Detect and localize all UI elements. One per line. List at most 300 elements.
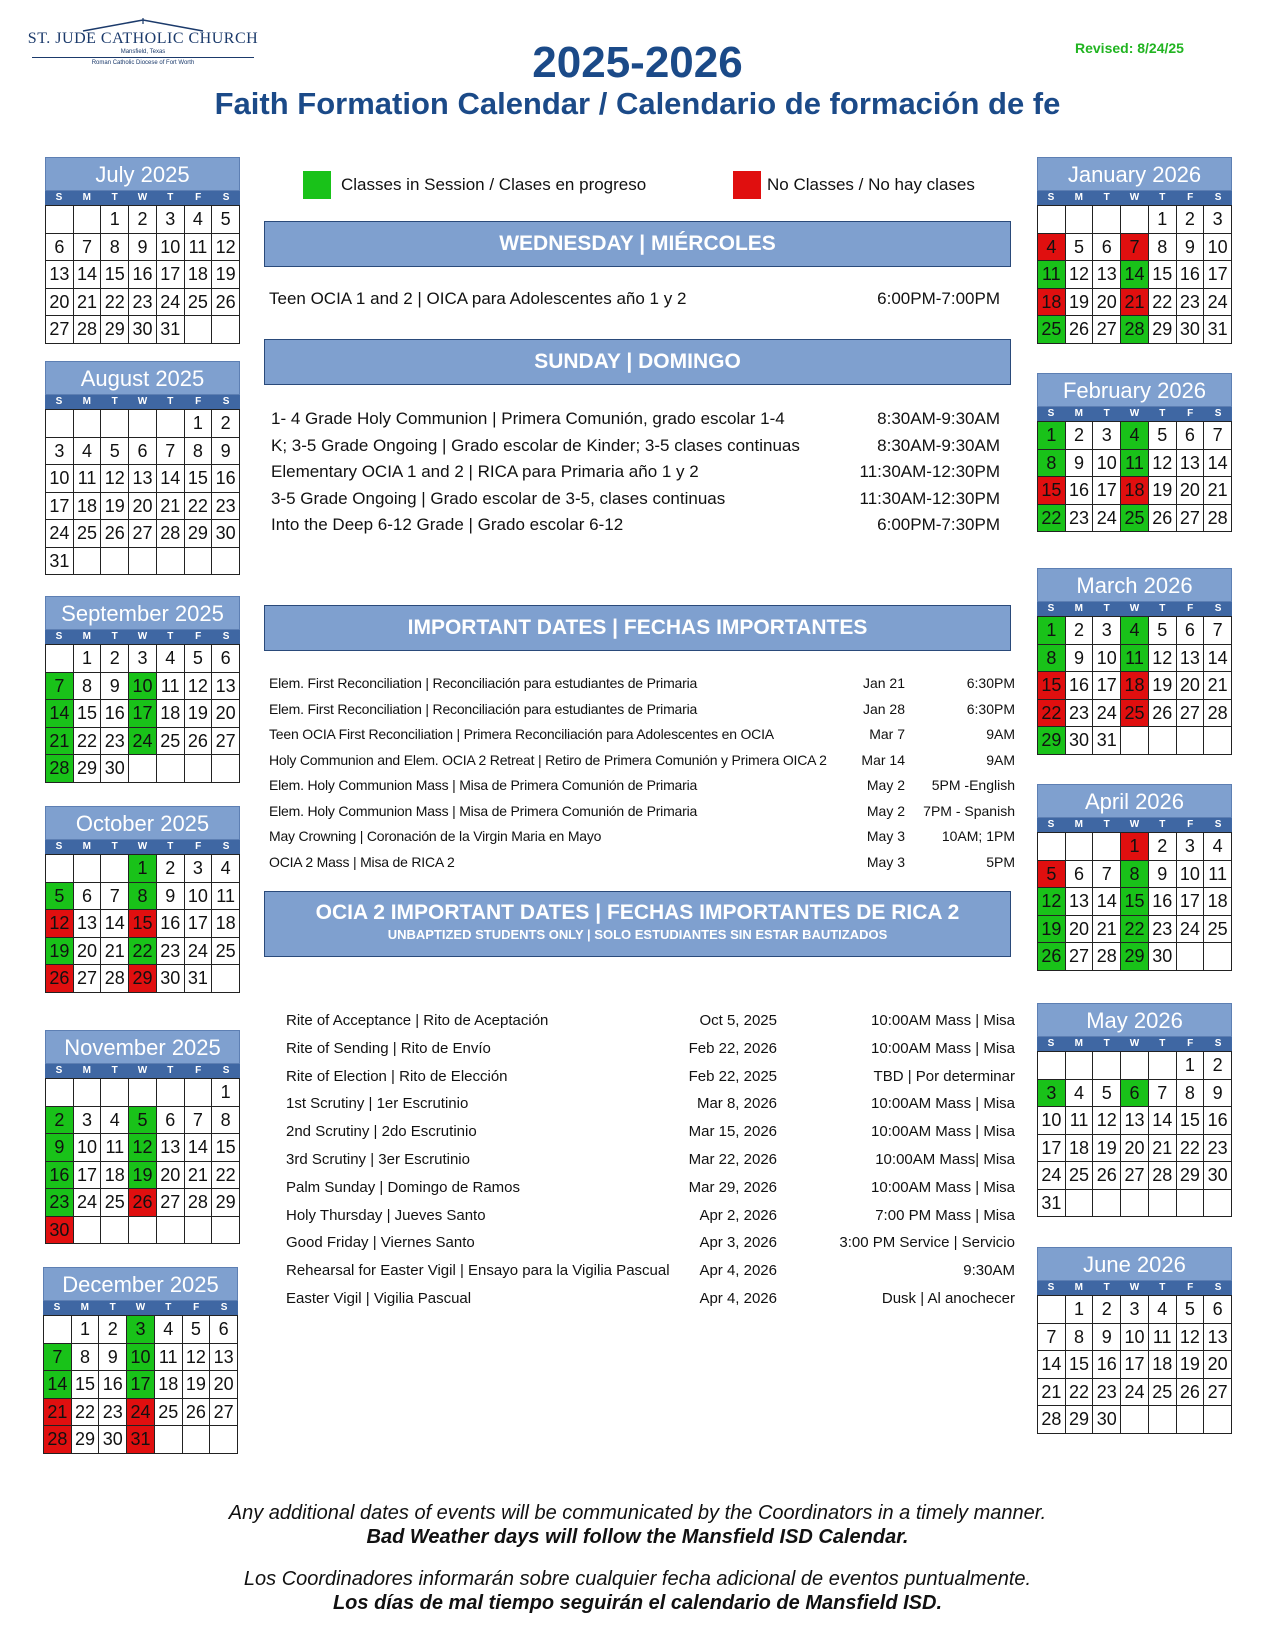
calendar-day: 26 bbox=[1177, 1379, 1205, 1407]
calendar-day: 12 bbox=[212, 234, 240, 262]
calendar-month bbox=[45, 806, 240, 993]
calendar-day bbox=[1121, 206, 1149, 234]
calendar-day: 8 bbox=[185, 438, 213, 466]
calendar-day: 29 bbox=[72, 1426, 100, 1454]
calendar-day bbox=[46, 206, 74, 234]
calendar-month-name: August 2025 bbox=[45, 361, 240, 395]
calendar-day: 20 bbox=[1177, 672, 1205, 700]
calendar-day: 30 bbox=[1093, 1406, 1121, 1434]
calendar-day: 17 bbox=[1093, 672, 1121, 700]
calendar-day bbox=[101, 1079, 129, 1107]
calendar-day: 25 bbox=[1038, 316, 1066, 344]
ocia2-row-date: Feb 22, 2026 bbox=[688, 1039, 777, 1057]
calendar-day bbox=[1093, 833, 1121, 861]
calendar-day bbox=[157, 548, 185, 576]
calendar-day bbox=[1177, 1406, 1205, 1434]
calendar-weekday-row bbox=[1037, 407, 1232, 421]
weekday-label: T bbox=[165, 1302, 172, 1313]
church-city: Mansfield, Texas bbox=[120, 49, 166, 55]
calendar-weekday-row bbox=[45, 630, 240, 644]
weekday-label: T bbox=[1159, 603, 1166, 614]
calendar-day: 10 bbox=[1093, 645, 1121, 673]
calendar-day: 27 bbox=[1177, 700, 1205, 728]
calendar-day: 8 bbox=[1149, 234, 1177, 262]
calendar-day: 4 bbox=[1121, 617, 1149, 645]
calendar-day: 4 bbox=[155, 1316, 183, 1344]
calendar-day: 14 bbox=[185, 1134, 213, 1162]
calendar-day: 31 bbox=[46, 548, 74, 576]
calendar-day: 19 bbox=[101, 493, 129, 521]
important-row-date: May 3 bbox=[866, 828, 905, 844]
page-subtitle: Faith Formation Calendar / Calendario de formación de fe bbox=[214, 86, 1061, 121]
calendar-day: 4 bbox=[157, 645, 185, 673]
ocia2-row-label: 2nd Scrutiny | 2do Escrutinio bbox=[286, 1123, 477, 1141]
ocia2-row-time: 7:00 PM Mass | Misa bbox=[875, 1206, 1015, 1224]
ocia2-row-time: 10:00AM Mass | Misa bbox=[871, 1123, 1015, 1141]
calendar-day bbox=[1149, 1190, 1177, 1218]
calendar-day: 9 bbox=[1149, 861, 1177, 889]
ocia2-heading: OCIA 2 IMPORTANT DATES | FECHAS IMPORTANTES DE RICA 2 bbox=[315, 901, 960, 924]
calendar-day: 20 bbox=[1204, 1351, 1232, 1379]
weekday-label: M bbox=[82, 396, 91, 407]
calendar-day: 6 bbox=[74, 883, 102, 911]
calendar-day: 5 bbox=[46, 883, 74, 911]
weekday-label: W bbox=[137, 841, 148, 852]
calendar-day: 18 bbox=[212, 910, 240, 938]
weekday-label: W bbox=[137, 631, 148, 642]
calendar-day: 14 bbox=[1204, 450, 1232, 478]
important-row-date: Jan 21 bbox=[862, 675, 905, 691]
calendar-day: 10 bbox=[1204, 234, 1232, 262]
ocia2-row-time: 9:30AM bbox=[963, 1262, 1015, 1280]
weekday-label: M bbox=[1074, 1282, 1083, 1293]
calendar-month-name: July 2025 bbox=[45, 157, 240, 191]
weekday-label: M bbox=[80, 1302, 89, 1313]
calendar-day: 15 bbox=[1149, 261, 1177, 289]
calendar-day: 6 bbox=[210, 1316, 238, 1344]
calendar-day: 1 bbox=[72, 1316, 100, 1344]
weekday-label: S bbox=[1214, 603, 1222, 614]
calendar-day bbox=[1204, 727, 1232, 755]
weekday-label: S bbox=[222, 631, 230, 642]
ocia2-heading-band bbox=[264, 891, 1011, 957]
calendar-day: 1 bbox=[101, 206, 129, 234]
calendar-day bbox=[129, 1079, 157, 1107]
sunday-row-label: 3-5 Grade Ongoing | Grado escolar de 3-5, clases continuas bbox=[271, 488, 726, 508]
calendar-day: 28 bbox=[1149, 1162, 1177, 1190]
calendar-day: 25 bbox=[1066, 1162, 1094, 1190]
calendar-day: 5 bbox=[1038, 861, 1066, 889]
calendar-day: 1 bbox=[185, 410, 213, 438]
weekday-label: W bbox=[1129, 1282, 1140, 1293]
calendar-day: 12 bbox=[1038, 888, 1066, 916]
calendar-month-name: November 2025 bbox=[45, 1030, 240, 1064]
calendar-day: 8 bbox=[129, 883, 157, 911]
calendar-day: 13 bbox=[46, 261, 74, 289]
calendar-day: 19 bbox=[183, 1371, 211, 1399]
calendar-day: 14 bbox=[1121, 261, 1149, 289]
ocia2-row-date: Oct 5, 2025 bbox=[699, 1012, 777, 1029]
calendar-day: 14 bbox=[1204, 645, 1232, 673]
calendar-day: 17 bbox=[157, 261, 185, 289]
calendar-month bbox=[43, 1267, 238, 1454]
calendar-day: 15 bbox=[72, 1371, 100, 1399]
calendar-day: 10 bbox=[157, 234, 185, 262]
calendar-day-grid bbox=[1037, 205, 1232, 344]
calendar-day: 5 bbox=[183, 1316, 211, 1344]
calendar-day: 6 bbox=[1177, 617, 1205, 645]
calendar-day: 19 bbox=[129, 1162, 157, 1190]
calendar-day: 21 bbox=[157, 493, 185, 521]
calendar-day: 13 bbox=[1121, 1107, 1149, 1135]
calendar-day: 6 bbox=[1177, 422, 1205, 450]
calendar-day bbox=[1066, 1190, 1094, 1218]
calendar-day bbox=[129, 1217, 157, 1245]
important-row-time: 5PM bbox=[986, 853, 1015, 870]
ocia2-row-time: 10:00AM Mass | Misa bbox=[871, 1039, 1015, 1057]
calendar-month bbox=[1037, 568, 1232, 755]
ocia2-row-label: Easter Vigil | Vigilia Pascual bbox=[286, 1290, 472, 1307]
calendar-day bbox=[212, 316, 240, 344]
calendar-day: 20 bbox=[74, 938, 102, 966]
calendar-day: 24 bbox=[1093, 505, 1121, 533]
calendar-day: 18 bbox=[185, 261, 213, 289]
weekday-label: F bbox=[1187, 192, 1194, 203]
calendar-day: 16 bbox=[157, 910, 185, 938]
calendar-day: 5 bbox=[1066, 234, 1094, 262]
calendar-day: 18 bbox=[1149, 1351, 1177, 1379]
ocia2-row-date: Mar 15, 2026 bbox=[688, 1123, 777, 1141]
calendar-day: 28 bbox=[46, 755, 74, 783]
calendar-day: 27 bbox=[74, 965, 102, 993]
calendar-day: 16 bbox=[46, 1162, 74, 1190]
calendar-day: 10 bbox=[1038, 1107, 1066, 1135]
calendar-day: 20 bbox=[1066, 916, 1094, 944]
calendar-month bbox=[1037, 157, 1232, 344]
calendar-day bbox=[1093, 206, 1121, 234]
calendar-day: 22 bbox=[101, 289, 129, 317]
calendar-day bbox=[129, 755, 157, 783]
important-row-label: Teen OCIA First Reconciliation | Primera Reconciliación para Adolescentes en OCIA bbox=[269, 726, 774, 742]
calendar-day: 20 bbox=[157, 1162, 185, 1190]
ocia2-subheading: UNBAPTIZED STUDENTS ONLY | SOLO ESTUDIANTES SIN ESTAR BAUTIZADOS bbox=[387, 927, 888, 942]
calendar-day: 31 bbox=[1093, 727, 1121, 755]
weekday-label: T bbox=[1159, 819, 1166, 830]
sunday-row-time: 11:30AM-12:30PM bbox=[859, 462, 1000, 481]
ocia2-row-label: Good Friday | Viernes Santo bbox=[286, 1234, 475, 1252]
calendar-day bbox=[1149, 1406, 1177, 1434]
calendar-day: 15 bbox=[1066, 1351, 1094, 1379]
calendar-day bbox=[157, 1079, 185, 1107]
calendar-day bbox=[212, 755, 240, 783]
calendar-day: 6 bbox=[157, 1107, 185, 1135]
weekday-label: S bbox=[1047, 1038, 1055, 1049]
calendar-day bbox=[101, 410, 129, 438]
calendar-day: 19 bbox=[1093, 1135, 1121, 1163]
weekday-label: T bbox=[167, 396, 174, 407]
weekday-label: S bbox=[222, 192, 230, 203]
calendar-day: 2 bbox=[1204, 1052, 1232, 1080]
calendar-month-name: June 2026 bbox=[1037, 1247, 1232, 1281]
calendar-day: 23 bbox=[129, 289, 157, 317]
ocia2-row-time: 3:00 PM Service | Servicio bbox=[839, 1234, 1015, 1252]
weekday-label: S bbox=[55, 396, 63, 407]
calendar-day bbox=[1066, 833, 1094, 861]
ocia2-row-date: Mar 22, 2026 bbox=[688, 1151, 777, 1168]
calendar-day bbox=[46, 855, 74, 883]
legend-red-swatch bbox=[733, 171, 761, 199]
calendar-day: 2 bbox=[212, 410, 240, 438]
calendar-day: 27 bbox=[1066, 943, 1094, 971]
calendar-day: 24 bbox=[1204, 289, 1232, 317]
calendar-day: 24 bbox=[129, 728, 157, 756]
important-row-time: 6:30PM bbox=[966, 675, 1015, 691]
weekday-label: T bbox=[111, 841, 118, 852]
calendar-day: 10 bbox=[46, 465, 74, 493]
calendar-day bbox=[1121, 1052, 1149, 1080]
calendar-day bbox=[185, 1079, 213, 1107]
calendar-day: 4 bbox=[1038, 234, 1066, 262]
calendar-day: 2 bbox=[1177, 206, 1205, 234]
ocia2-row-date: Apr 4, 2026 bbox=[699, 1290, 777, 1307]
weekday-label: M bbox=[82, 631, 91, 642]
calendar-day: 22 bbox=[1038, 505, 1066, 533]
calendar-day: 4 bbox=[74, 438, 102, 466]
calendar-day: 11 bbox=[1149, 1324, 1177, 1352]
calendar-weekday-row bbox=[1037, 818, 1232, 832]
calendar-day: 9 bbox=[101, 673, 129, 701]
ocia2-row-label: Rite of Election | Rito de Elección bbox=[286, 1067, 508, 1085]
calendar-day: 3 bbox=[127, 1316, 155, 1344]
calendar-day: 1 bbox=[129, 855, 157, 883]
important-row-label: Elem. First Reconciliation | Reconciliación para estudiantes de Primaria bbox=[269, 675, 698, 691]
calendar-month bbox=[45, 1030, 240, 1244]
calendar-day: 28 bbox=[1204, 700, 1232, 728]
calendar-day: 2 bbox=[129, 206, 157, 234]
weekday-label: W bbox=[137, 1065, 148, 1076]
calendar-day: 29 bbox=[185, 520, 213, 548]
calendar-day bbox=[101, 1217, 129, 1245]
weekday-label: W bbox=[1129, 1038, 1140, 1049]
calendar-day: 7 bbox=[1093, 861, 1121, 889]
calendar-day: 31 bbox=[157, 316, 185, 344]
calendar-day bbox=[185, 1217, 213, 1245]
weekday-label: S bbox=[1047, 603, 1055, 614]
calendar-day: 30 bbox=[99, 1426, 127, 1454]
calendar-day: 6 bbox=[1121, 1080, 1149, 1108]
revised-date: Revised: 8/24/25 bbox=[1075, 40, 1184, 56]
calendar-day: 24 bbox=[1177, 916, 1205, 944]
calendar-day: 7 bbox=[1204, 617, 1232, 645]
calendar-day: 31 bbox=[127, 1426, 155, 1454]
weekday-label: S bbox=[220, 1302, 228, 1313]
footer-spanish-weather: Los días de mal tiempo seguirán el calendario de Mansfield ISD. bbox=[332, 1592, 943, 1614]
weekday-label: S bbox=[1047, 408, 1055, 419]
calendar-day: 26 bbox=[1066, 316, 1094, 344]
calendar-day: 13 bbox=[1204, 1324, 1232, 1352]
calendar-day: 18 bbox=[1121, 477, 1149, 505]
weekday-label: F bbox=[195, 631, 202, 642]
calendar-day: 15 bbox=[1177, 1107, 1205, 1135]
page-title: 2025-2026 bbox=[532, 38, 743, 87]
calendar-day: 26 bbox=[1038, 943, 1066, 971]
calendar-day: 18 bbox=[101, 1162, 129, 1190]
calendar-day: 20 bbox=[212, 700, 240, 728]
calendar-month-name: October 2025 bbox=[45, 806, 240, 840]
calendar-day: 13 bbox=[1177, 645, 1205, 673]
calendar-day: 25 bbox=[101, 1189, 129, 1217]
weekday-label: T bbox=[1103, 603, 1110, 614]
calendar-day: 18 bbox=[1121, 672, 1149, 700]
weekday-label: S bbox=[1214, 1282, 1222, 1293]
weekday-label: F bbox=[195, 192, 202, 203]
calendar-day: 7 bbox=[157, 438, 185, 466]
calendar-day: 26 bbox=[1093, 1162, 1121, 1190]
calendar-day: 19 bbox=[1066, 289, 1094, 317]
calendar-day: 14 bbox=[1093, 888, 1121, 916]
calendar-day: 12 bbox=[1093, 1107, 1121, 1135]
calendar-day bbox=[101, 548, 129, 576]
weekday-label: M bbox=[1074, 1038, 1083, 1049]
calendar-day: 9 bbox=[1066, 450, 1094, 478]
calendar-day: 3 bbox=[185, 855, 213, 883]
calendar-day: 25 bbox=[1121, 505, 1149, 533]
calendar-day: 20 bbox=[1121, 1135, 1149, 1163]
calendar-day: 2 bbox=[1066, 617, 1094, 645]
calendar-day: 2 bbox=[1093, 1296, 1121, 1324]
calendar-day: 20 bbox=[46, 289, 74, 317]
calendar-day: 9 bbox=[46, 1134, 74, 1162]
calendar-day: 22 bbox=[1066, 1379, 1094, 1407]
calendar-day: 27 bbox=[1204, 1379, 1232, 1407]
calendar-day: 10 bbox=[185, 883, 213, 911]
weekday-label: T bbox=[1103, 819, 1110, 830]
ocia2-row-date: Apr 2, 2026 bbox=[699, 1206, 777, 1224]
calendar-day: 30 bbox=[1066, 727, 1094, 755]
calendar-day: 18 bbox=[155, 1371, 183, 1399]
weekday-label: S bbox=[222, 841, 230, 852]
calendar-day bbox=[212, 1217, 240, 1245]
ocia2-row-date: Apr 3, 2026 bbox=[699, 1234, 777, 1252]
calendar-day: 21 bbox=[1093, 916, 1121, 944]
weekday-label: T bbox=[111, 396, 118, 407]
calendar-day: 5 bbox=[1149, 617, 1177, 645]
calendar-day: 7 bbox=[74, 234, 102, 262]
important-row-date: Mar 14 bbox=[861, 751, 905, 768]
calendar-weekday-row bbox=[1037, 191, 1232, 205]
important-row-time: 9AM bbox=[986, 726, 1015, 742]
calendar-day: 12 bbox=[101, 465, 129, 493]
footer-english-weather: Bad Weather days will follow the Mansfield ISD Calendar. bbox=[366, 1526, 909, 1548]
calendar-day: 13 bbox=[129, 465, 157, 493]
calendar-day: 24 bbox=[46, 520, 74, 548]
calendar-day: 24 bbox=[74, 1189, 102, 1217]
weekday-label: T bbox=[167, 192, 174, 203]
calendar-day: 12 bbox=[1066, 261, 1094, 289]
calendar-day: 9 bbox=[157, 883, 185, 911]
calendar-day: 28 bbox=[1038, 1406, 1066, 1434]
calendar-month-name: March 2026 bbox=[1037, 568, 1232, 602]
important-row-label: OCIA 2 Mass | Misa de RICA 2 bbox=[269, 853, 455, 870]
calendar-day-grid bbox=[1037, 1051, 1232, 1217]
calendar-day: 13 bbox=[1177, 450, 1205, 478]
calendar-day bbox=[74, 1079, 102, 1107]
weekday-label: W bbox=[135, 1302, 146, 1313]
calendar-day: 22 bbox=[129, 938, 157, 966]
calendar-day bbox=[74, 206, 102, 234]
calendar-day: 28 bbox=[185, 1189, 213, 1217]
calendar-day: 29 bbox=[74, 755, 102, 783]
calendar-day bbox=[1177, 943, 1205, 971]
calendar-day: 21 bbox=[74, 289, 102, 317]
calendar-day: 29 bbox=[1149, 316, 1177, 344]
calendar-day: 28 bbox=[1121, 316, 1149, 344]
calendar-day: 14 bbox=[74, 261, 102, 289]
calendar-day: 19 bbox=[212, 261, 240, 289]
important-row-time: 6:30PM bbox=[966, 700, 1015, 717]
weekday-label: T bbox=[167, 841, 174, 852]
weekday-label: T bbox=[1159, 1038, 1166, 1049]
calendar-day: 2 bbox=[46, 1107, 74, 1135]
important-row-label: May Crowning | Coronación de la Virgin Maria en Mayo bbox=[269, 828, 602, 844]
weekday-label: W bbox=[1129, 603, 1140, 614]
weekday-label: S bbox=[222, 1065, 230, 1076]
calendar-day bbox=[185, 316, 213, 344]
calendar-day: 23 bbox=[1093, 1379, 1121, 1407]
weekday-label: T bbox=[1103, 408, 1110, 419]
calendar-day: 21 bbox=[1204, 477, 1232, 505]
calendar-day: 3 bbox=[74, 1107, 102, 1135]
calendar-day: 23 bbox=[46, 1189, 74, 1217]
calendar-day: 11 bbox=[74, 465, 102, 493]
weekday-label: T bbox=[109, 1302, 116, 1313]
calendar-day: 13 bbox=[1066, 888, 1094, 916]
weekday-label: M bbox=[1074, 819, 1083, 830]
calendar-day: 1 bbox=[74, 645, 102, 673]
calendar-day bbox=[1038, 1296, 1066, 1324]
calendar-day: 4 bbox=[101, 1107, 129, 1135]
calendar-day: 21 bbox=[101, 938, 129, 966]
calendar-day: 30 bbox=[157, 965, 185, 993]
calendar-day: 26 bbox=[212, 289, 240, 317]
weekday-label: S bbox=[1047, 1282, 1055, 1293]
sunday-row-time: 6:00PM-7:30PM bbox=[877, 515, 1000, 534]
calendar-day: 2 bbox=[99, 1316, 127, 1344]
calendar-day: 14 bbox=[44, 1371, 72, 1399]
weekday-label: T bbox=[167, 1065, 174, 1076]
calendar-day: 31 bbox=[1038, 1190, 1066, 1218]
calendar-day: 24 bbox=[1121, 1379, 1149, 1407]
calendar-day: 20 bbox=[210, 1371, 238, 1399]
weekday-label: S bbox=[53, 1302, 61, 1313]
calendar-day: 6 bbox=[212, 645, 240, 673]
calendar-day bbox=[212, 965, 240, 993]
calendar-day: 17 bbox=[129, 700, 157, 728]
calendar-day: 8 bbox=[1121, 861, 1149, 889]
calendar-day bbox=[157, 1217, 185, 1245]
sunday-row-time: 11:30AM-12:30PM bbox=[859, 488, 1000, 508]
calendar-day: 25 bbox=[1149, 1379, 1177, 1407]
calendar-day: 22 bbox=[1149, 289, 1177, 317]
ocia2-row-time: 10:00AM Mass | Misa bbox=[871, 1095, 1015, 1113]
calendar-day: 30 bbox=[1204, 1162, 1232, 1190]
weekday-label: T bbox=[111, 1065, 118, 1076]
calendar-month-name: January 2026 bbox=[1037, 157, 1232, 191]
calendar-day: 31 bbox=[185, 965, 213, 993]
calendar-day: 15 bbox=[74, 700, 102, 728]
sunday-heading: SUNDAY | DOMINGO bbox=[264, 339, 1011, 385]
calendar-day: 15 bbox=[1121, 888, 1149, 916]
